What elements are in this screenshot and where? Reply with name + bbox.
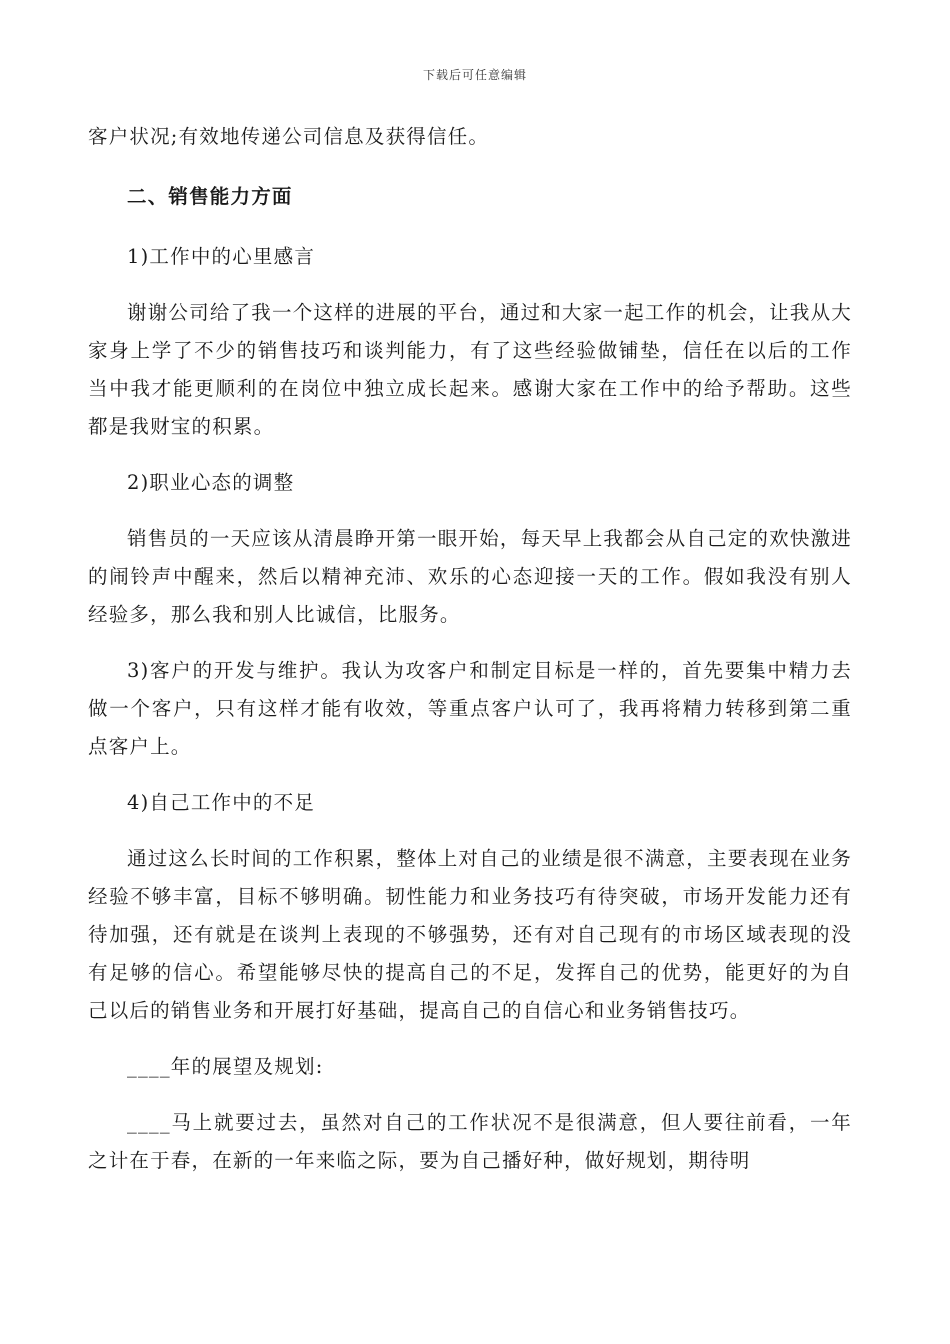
paragraph-4: 通过这么长时间的工作积累，整体上对自己的业绩是很不满意，主要表现在业务经验不够丰富，目标不够明确。韧性能力和业务技巧有待突破，市场开发能力还有待加强，还有就是在谈判上表现的不够强势，还有对自己现有的市场区域表现的没有足够的信心。希望能够尽快的提高自己的不足，发挥自己的优势，能更好的为自己以后的销售业务和开展打好基础，提高自己的自信心和业务销售技巧。: [88, 847, 852, 1022]
paragraph-1: 谢谢公司给了我一个这样的进展的平台，通过和大家一起工作的机会，让我从大家身上学了不少的销售技巧和谈判能力，有了这些经验做铺垫，信任在以后的工作当中我才能更顺利的在岗位中独立成长起来。感谢大家在工作中的给予帮助。这些都是我财宝的积累。: [88, 301, 852, 438]
paragraph-2: 销售员的一天应该从清晨睁开第一眼开始，每天早上我都会从自己定的欢快激进的闹铃声中醒来，然后以精神充沛、欢乐的心态迎接一天的工作。假如我没有别人经验多，那么我和别人比诚信，比服务。: [88, 527, 852, 626]
document-body: [88, 118, 852, 1198]
paragraph-3: 3)客户的开发与维护。我认为攻客户和制定目标是一样的，首先要集中精力去做一个客户，只有这样才能有收效，等重点客户认可了，我再将精力转移到第二重点客户上。: [88, 659, 852, 758]
page-header: 下载后可任意编辑: [422, 68, 527, 82]
subheading-2: 2)职业心态的调整: [127, 471, 295, 494]
paragraph-continuation: 客户状况;有效地传递公司信息及获得信任。: [88, 125, 490, 148]
subheading-outlook: ____年的展望及规划:: [127, 1055, 324, 1078]
subheading-4: 4)自己工作中的不足: [127, 791, 316, 814]
section-heading: 二、销售能力方面: [127, 185, 293, 208]
paragraph-outlook: ____马上就要过去，虽然对自己的工作状况不是很满意，但人要往前看，一年之计在于春，在新的一年来临之际，要为自己播好种，做好规划，期待明: [88, 1111, 852, 1172]
subheading-1: 1)工作中的心里感言: [127, 245, 316, 268]
